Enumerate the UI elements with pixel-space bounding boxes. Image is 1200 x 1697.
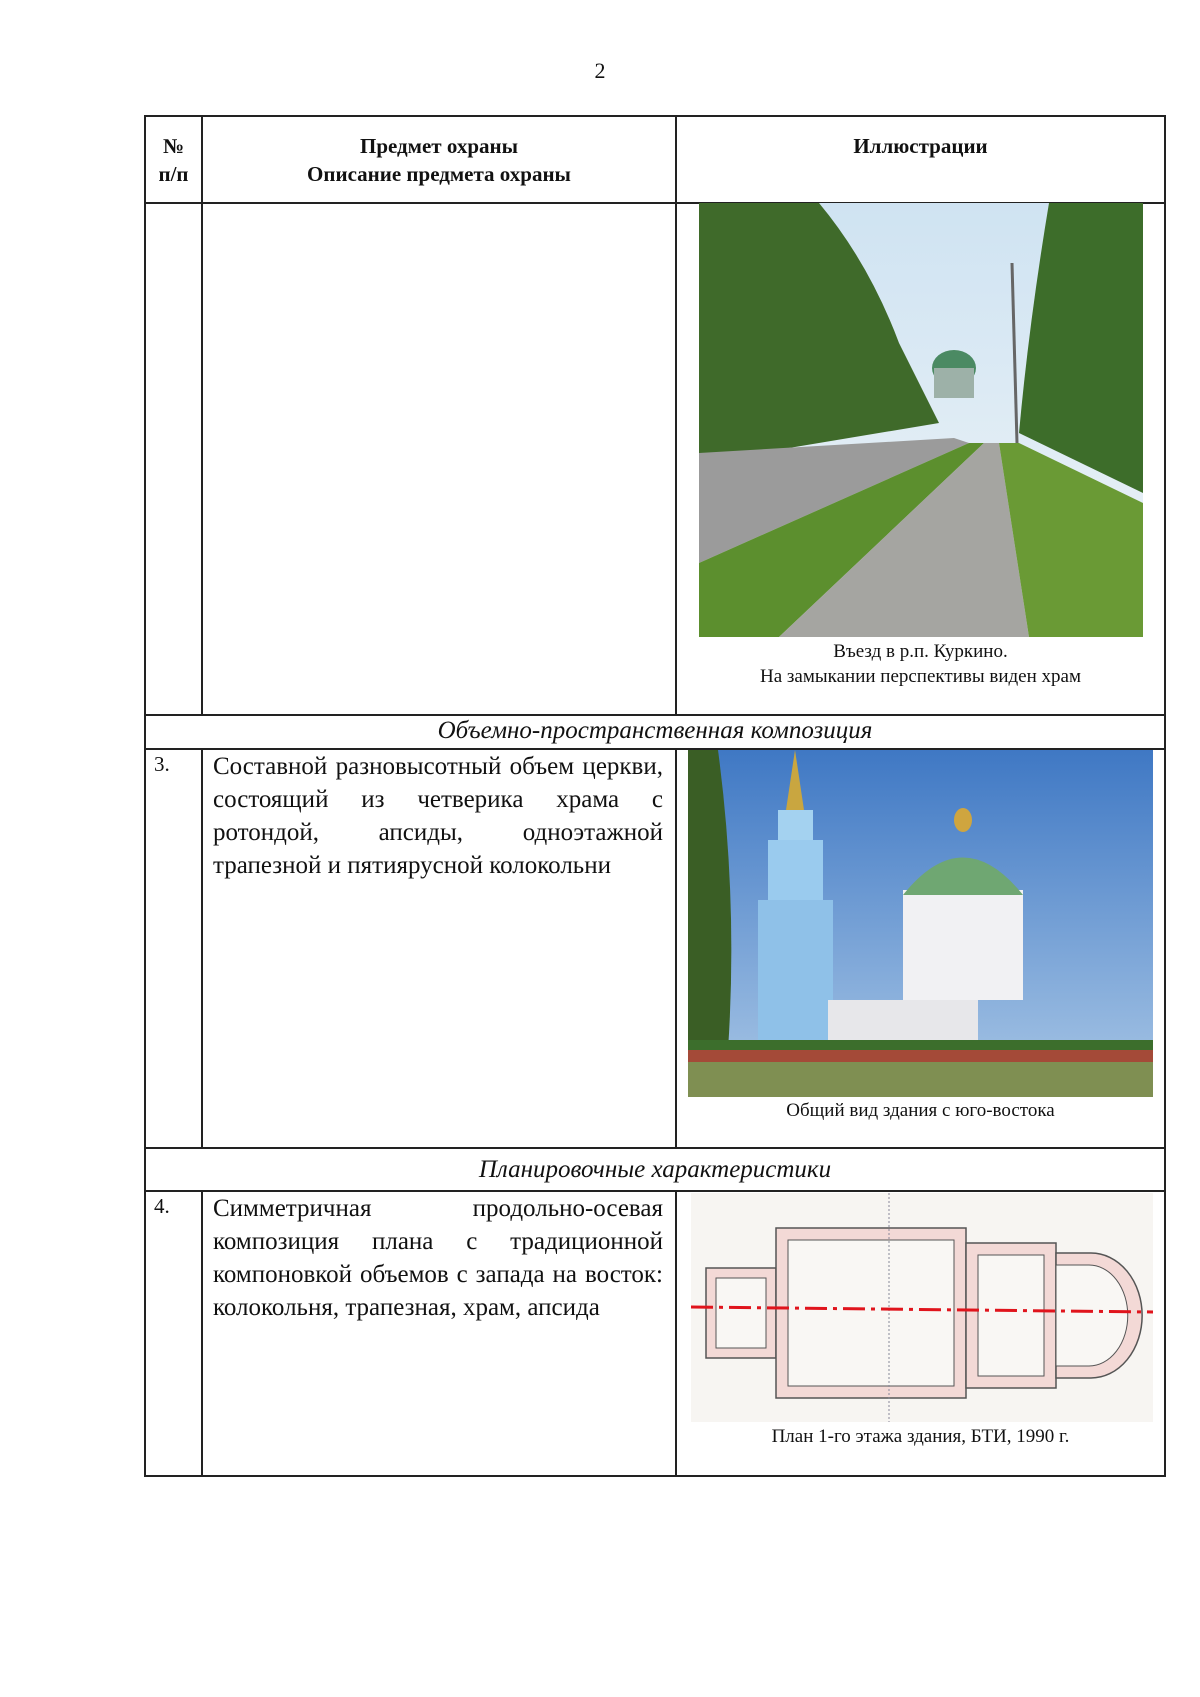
row-description: Симметричная продольно-осевая композиция плана с традиционной компоновкой объемов с запада на восток: колокольня, трапезная, храм, апсида xyxy=(213,1195,663,1321)
page-number: 2 xyxy=(594,58,606,83)
header-number: № п/п xyxy=(158,134,189,186)
row-number: 4. xyxy=(154,1194,170,1218)
section-volume-composition: Объемно-пространственная композиция xyxy=(437,717,873,744)
row-description: Составной разновысотный объем церкви, состоящий из четверика храма с ротондой, апсиды, одноэтажной трапезной и пятиярусной колокольни xyxy=(213,753,663,879)
church-photo-caption: Общий вид здания с юго-востока xyxy=(786,1100,1055,1121)
road-photo xyxy=(699,203,1143,637)
road-photo-caption: Въезд в р.п. Куркино. На замыкании перспективы виден храм xyxy=(760,641,1081,687)
floor-plan-image xyxy=(691,1193,1153,1422)
row-number: 3. xyxy=(154,752,170,776)
header-illustrations: Иллюстрации xyxy=(853,134,988,158)
floor-plan-caption: План 1-го этажа здания, БТИ, 1990 г. xyxy=(771,1426,1070,1447)
section-planning: Планировочные характеристики xyxy=(478,1156,832,1183)
church-photo xyxy=(688,750,1153,1097)
header-subject: Предмет охраны Описание предмета охраны xyxy=(307,134,571,186)
